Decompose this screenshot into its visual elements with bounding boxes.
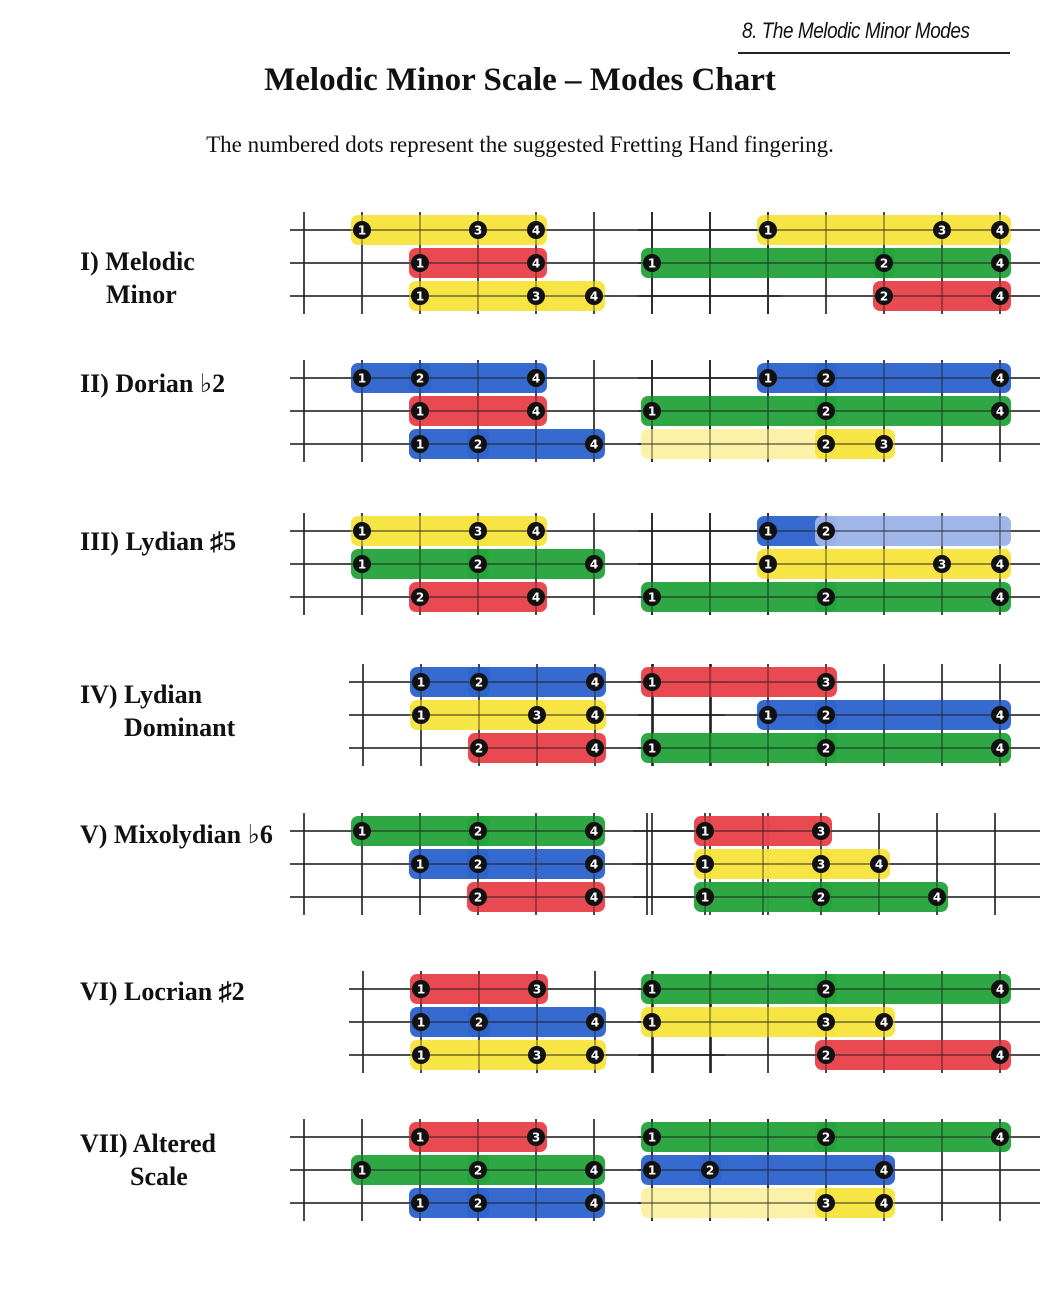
finger-number: 4 (995, 256, 1005, 271)
finger-number: 4 (995, 223, 1005, 238)
finger-number: 4 (590, 708, 600, 723)
finger-number: 1 (416, 675, 426, 690)
finger-number: 2 (821, 982, 831, 997)
finger-number: 2 (816, 890, 826, 905)
finger-number: 4 (589, 557, 599, 572)
finger-number: 1 (647, 675, 657, 690)
finger-number: 4 (531, 223, 541, 238)
finger-number: 4 (531, 256, 541, 271)
finger-number: 4 (531, 524, 541, 539)
finger-number: 1 (647, 1130, 657, 1145)
finger-number: 1 (415, 437, 425, 452)
finger-number: 1 (647, 590, 657, 605)
finger-number: 3 (937, 557, 947, 572)
finger-number: 3 (821, 1196, 831, 1211)
finger-number: 1 (647, 1015, 657, 1030)
finger-number: 4 (589, 437, 599, 452)
finger-number: 3 (473, 223, 483, 238)
finger-number: 1 (357, 557, 367, 572)
finger-number: 1 (647, 982, 657, 997)
finger-number: 2 (821, 437, 831, 452)
finger-number: 3 (879, 437, 889, 452)
mode-label-line: Dominant (124, 713, 236, 742)
finger-number: 1 (357, 824, 367, 839)
finger-number: 3 (473, 524, 483, 539)
finger-number: 3 (532, 982, 542, 997)
finger-number: 1 (357, 1163, 367, 1178)
finger-number: 2 (474, 675, 484, 690)
mode-label-line: V) Mixolydian ♭6 (80, 820, 273, 849)
finger-number: 1 (357, 371, 367, 386)
finger-number: 1 (647, 256, 657, 271)
finger-number: 2 (415, 590, 425, 605)
finger-number: 1 (700, 824, 710, 839)
finger-number: 1 (416, 708, 426, 723)
finger-number: 3 (531, 1130, 541, 1145)
finger-number: 3 (816, 857, 826, 872)
finger-number: 2 (415, 371, 425, 386)
finger-number: 1 (763, 371, 773, 386)
finger-number: 2 (821, 1130, 831, 1145)
finger-number: 1 (416, 1015, 426, 1030)
finger-number: 2 (821, 741, 831, 756)
finger-number: 2 (879, 289, 889, 304)
finger-number: 4 (995, 1048, 1005, 1063)
finger-number: 1 (415, 857, 425, 872)
finger-number: 4 (590, 1048, 600, 1063)
mode-label-line: IV) Lydian (80, 680, 203, 709)
fretboard-diagram (638, 664, 1040, 766)
mode-label-line: Scale (130, 1162, 188, 1191)
finger-number: 1 (416, 982, 426, 997)
chapter-title: 8. The Melodic Minor Modes (742, 18, 970, 43)
finger-number: 2 (821, 708, 831, 723)
page-subtitle: The numbered dots represent the suggested Fretting Hand fingering. (206, 132, 834, 157)
finger-number: 4 (995, 289, 1005, 304)
finger-number: 2 (821, 590, 831, 605)
finger-number: 1 (415, 256, 425, 271)
finger-number: 1 (647, 404, 657, 419)
finger-number: 1 (415, 1130, 425, 1145)
finger-number: 4 (589, 1163, 599, 1178)
finger-number: 4 (879, 1163, 889, 1178)
finger-number: 1 (415, 1196, 425, 1211)
finger-number: 2 (473, 824, 483, 839)
finger-number: 1 (647, 741, 657, 756)
finger-number: 4 (995, 982, 1005, 997)
mode-label-line: II) Dorian ♭2 (80, 369, 226, 398)
finger-number: 1 (647, 1163, 657, 1178)
finger-number: 4 (995, 1130, 1005, 1145)
fretboard-diagram (638, 971, 1040, 1073)
finger-number: 4 (589, 824, 599, 839)
fretboard-diagram (638, 1119, 1040, 1221)
finger-number: 2 (473, 1163, 483, 1178)
fretboard-diagram (638, 360, 1040, 462)
finger-number: 4 (995, 708, 1005, 723)
finger-number: 4 (531, 404, 541, 419)
finger-number: 3 (816, 824, 826, 839)
finger-number: 2 (473, 557, 483, 572)
finger-number: 4 (531, 590, 541, 605)
mode-label-line: I) Melodic (80, 247, 195, 276)
finger-number: 2 (473, 857, 483, 872)
finger-number: 3 (821, 1015, 831, 1030)
fretboard-diagram (633, 813, 1040, 915)
finger-number: 1 (763, 708, 773, 723)
finger-number: 2 (705, 1163, 715, 1178)
finger-number: 4 (589, 857, 599, 872)
finger-number: 4 (879, 1196, 889, 1211)
finger-number: 4 (995, 557, 1005, 572)
finger-number: 2 (474, 741, 484, 756)
finger-number: 4 (932, 890, 942, 905)
finger-number: 4 (590, 1015, 600, 1030)
finger-number: 1 (416, 1048, 426, 1063)
finger-number: 3 (532, 708, 542, 723)
finger-number: 1 (700, 857, 710, 872)
finger-number: 1 (763, 557, 773, 572)
finger-number: 1 (357, 524, 367, 539)
finger-number: 2 (821, 1048, 831, 1063)
finger-number: 2 (473, 437, 483, 452)
mode-label-line: VII) Altered (80, 1129, 217, 1158)
fretboard-diagram (638, 212, 1040, 314)
finger-number: 1 (700, 890, 710, 905)
finger-number: 2 (821, 524, 831, 539)
finger-number: 2 (473, 1196, 483, 1211)
mode-label-line: III) Lydian ♯5 (80, 527, 237, 556)
finger-number: 4 (590, 675, 600, 690)
finger-number: 4 (879, 1015, 889, 1030)
finger-number: 3 (821, 675, 831, 690)
finger-number: 4 (589, 890, 599, 905)
finger-number: 4 (589, 289, 599, 304)
finger-number: 1 (415, 404, 425, 419)
finger-number: 2 (821, 404, 831, 419)
finger-number: 1 (763, 524, 773, 539)
finger-number: 3 (531, 289, 541, 304)
finger-number: 4 (531, 371, 541, 386)
finger-number: 2 (821, 371, 831, 386)
finger-number: 1 (763, 223, 773, 238)
mode-label-line: VI) Locrian ♯2 (80, 977, 245, 1006)
finger-number: 4 (995, 741, 1005, 756)
finger-number: 2 (474, 1015, 484, 1030)
finger-number: 2 (473, 890, 483, 905)
finger-number: 4 (995, 404, 1005, 419)
finger-number: 1 (357, 223, 367, 238)
finger-number: 4 (874, 857, 884, 872)
fretboard-diagram (638, 513, 1040, 615)
finger-number: 2 (879, 256, 889, 271)
finger-number: 4 (995, 371, 1005, 386)
finger-number: 3 (532, 1048, 542, 1063)
finger-number: 4 (589, 1196, 599, 1211)
page-title: Melodic Minor Scale – Modes Chart (264, 62, 776, 98)
finger-number: 4 (590, 741, 600, 756)
finger-number: 1 (415, 289, 425, 304)
finger-number: 3 (937, 223, 947, 238)
finger-number: 4 (995, 590, 1005, 605)
mode-label-line: Minor (106, 280, 177, 309)
